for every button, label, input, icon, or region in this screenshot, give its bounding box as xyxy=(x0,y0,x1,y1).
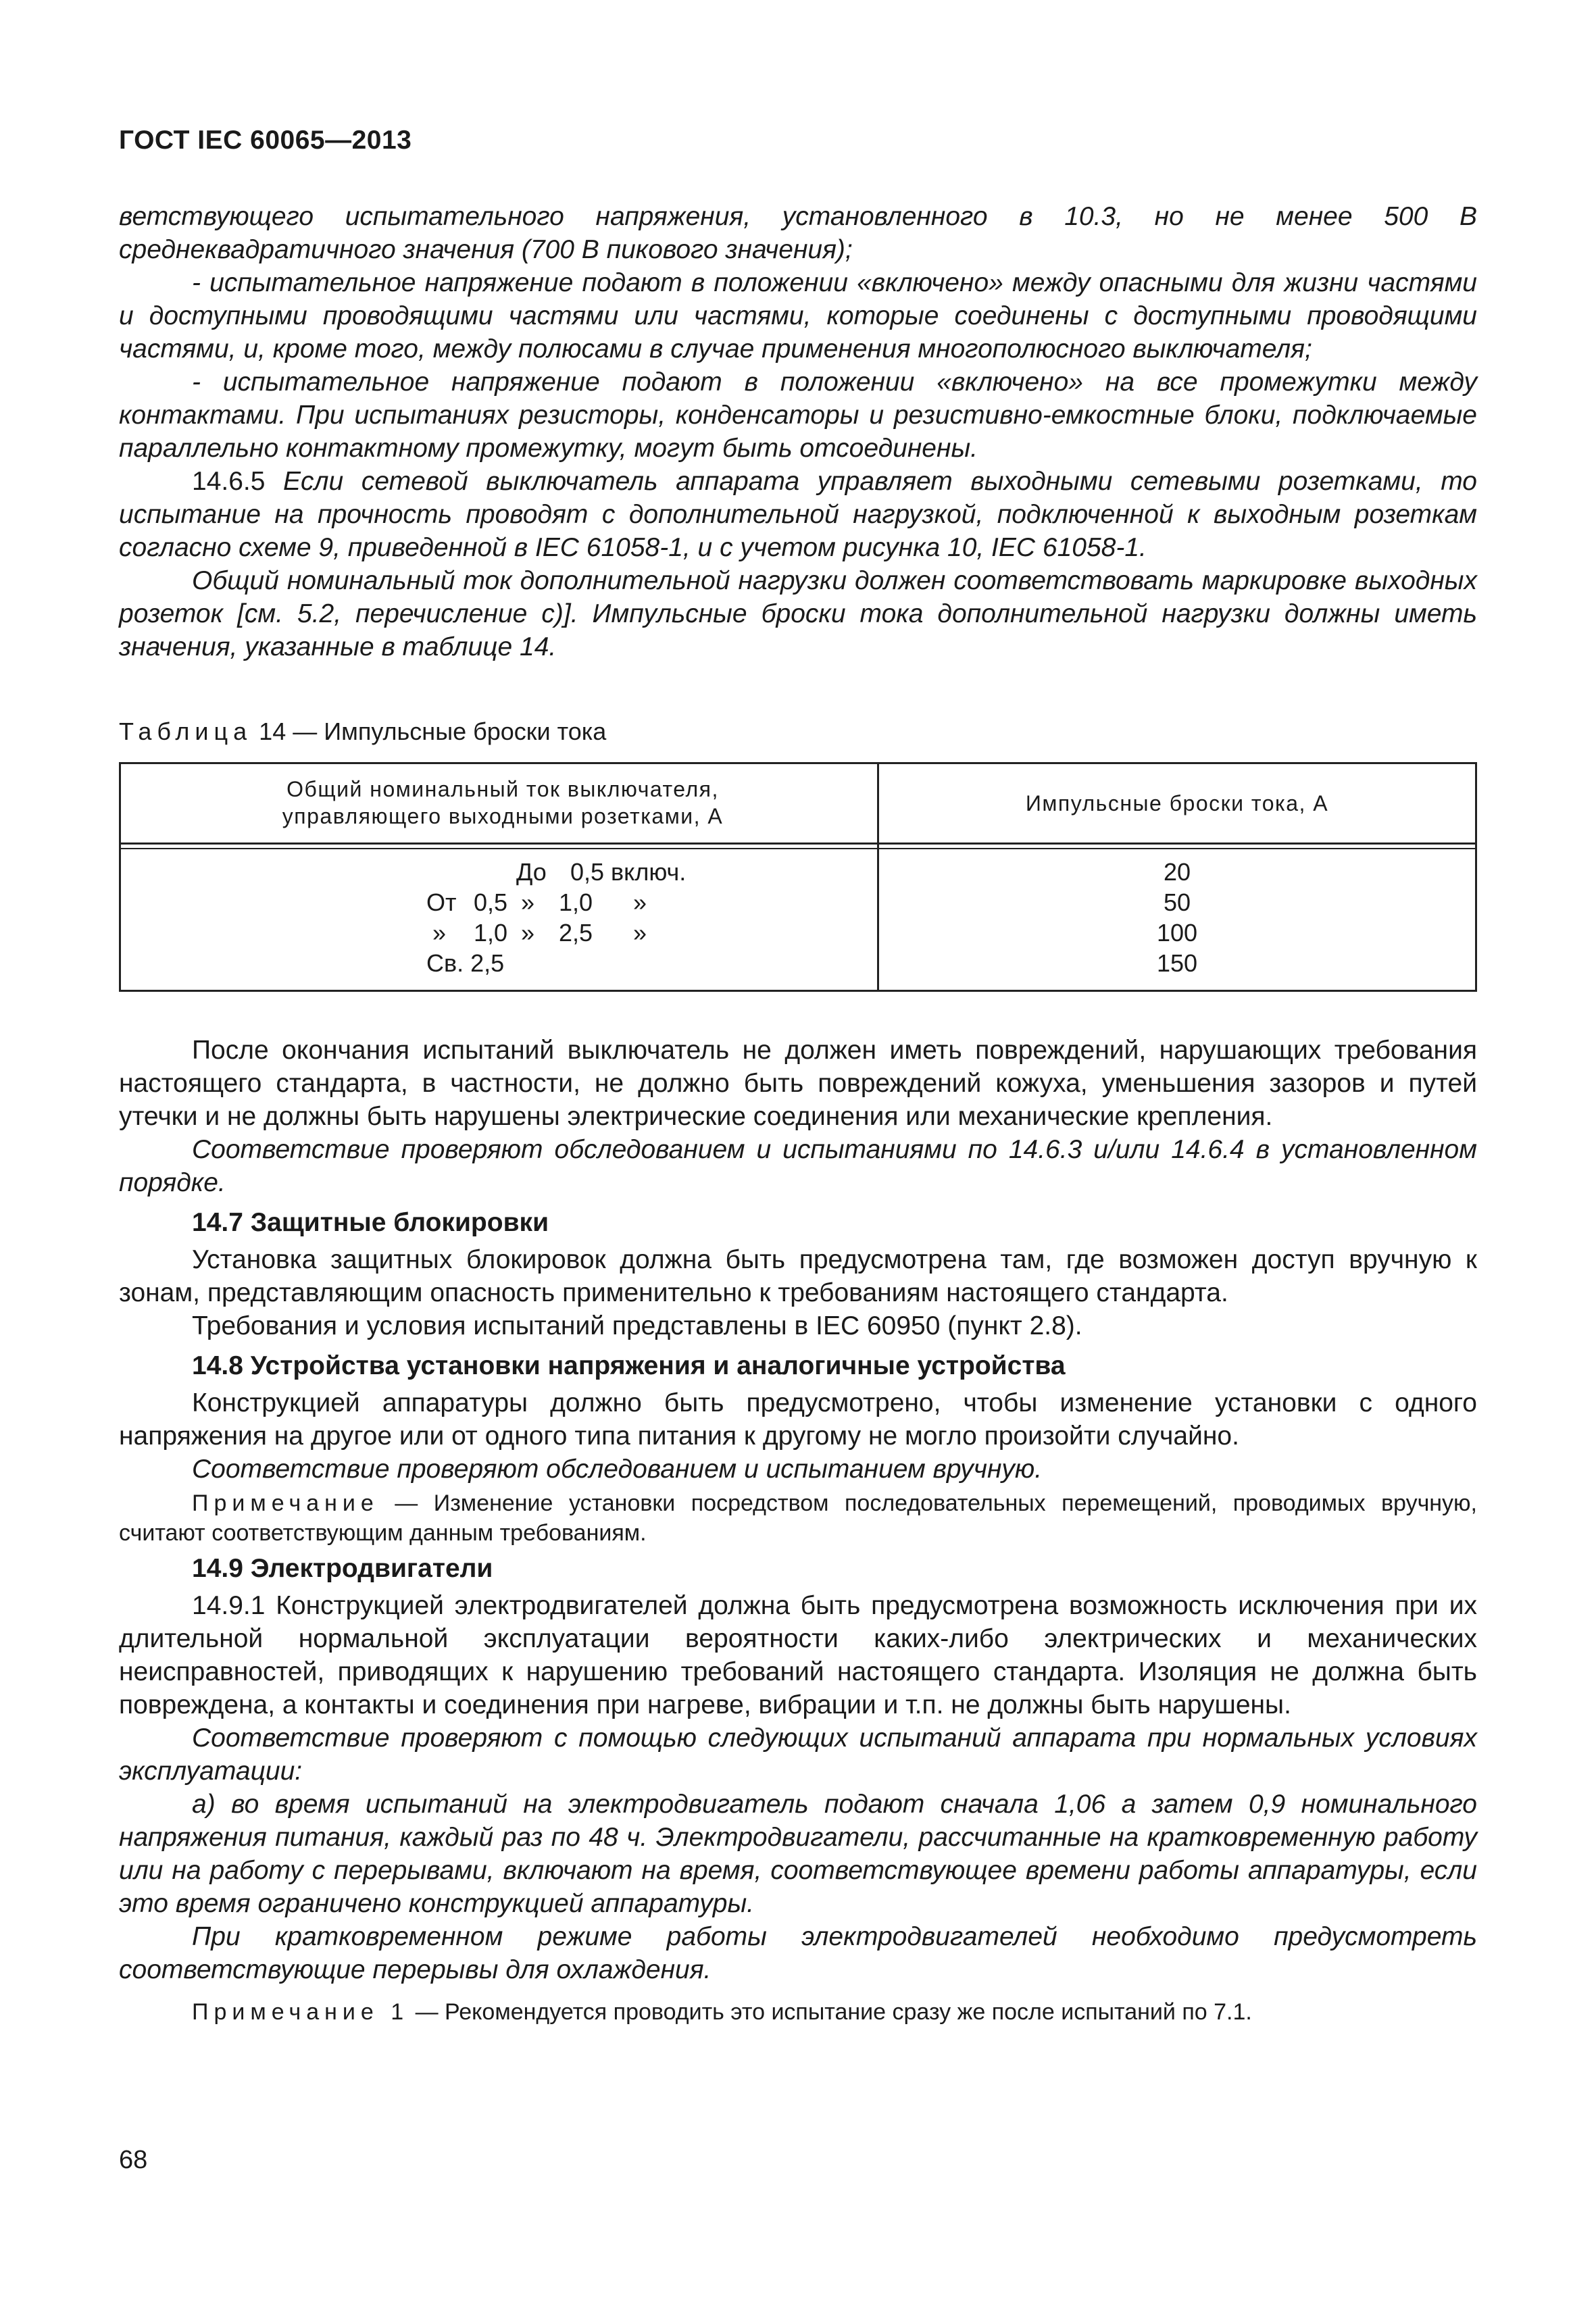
paragraph-1465 xyxy=(119,465,1477,564)
table-cell-r3-b: 1,0 » xyxy=(474,919,535,947)
paragraph-14-9-1: 14.9.1 Конструкцией электродвигателей должна быть предусмотрена возможность исключения при их длительной нормальной эксплуатации вероятности каких-либо электрических и механических неисправностей, приводящих к нарушению требований настоящего стандарта. Изоляция не должна быть повреждена, а контакты и соединения при нагреве, вибрации и т.п. не должны быть нарушены. xyxy=(119,1591,1477,1719)
note-1 xyxy=(119,1997,1477,2027)
paragraph-14-7-2: Требования и условия испытаний представлены в IEC 60950 (пункт 2.8). xyxy=(192,1311,1082,1340)
paragraph-load-current: Общий номинальный ток дополнительной нагрузки должен соответствовать маркировке выходных розеток [см. 5.2, перечисление с)]. Импульсные броски тока дополнительной нагрузки должны иметь значения, указанные в таблице 14. xyxy=(119,566,1477,661)
paragraph-14-9-1-a: а) во время испытаний на электродвигатель подают сначала 1,06 а затем 0,9 номинального напряжения питания, каждый раз по 48 ч. Электродвигатели, рассчитанные на кратковременную работу или на работу с перерывами, включают на время, соответствующее времени работы аппаратуры, если это время ограничено конструкцией аппаратуры. xyxy=(119,1790,1477,1918)
top-text-block xyxy=(119,200,1477,663)
table-caption xyxy=(119,718,606,746)
bottom-text-block xyxy=(119,1034,1477,2027)
table-cell-r1-b: 0,5 включ. xyxy=(570,858,687,886)
paragraph-1465-text: Если сетевой выключатель аппарата управляет выходными сетевыми розетками, то испытание на прочность проводят с дополнительной нагрузкой, подключенной к выходным розеткам согласно схеме 9, приведенной в IEC 61058-1, и с учетом рисунка 10, IEC 61058-1. xyxy=(119,467,1477,562)
table-values-column xyxy=(879,857,1475,978)
table-cell-r3-c: 2,5 » xyxy=(559,919,647,947)
note-1-label: Примечание 1 xyxy=(192,1999,409,2025)
paragraph-dash-1: - испытательное напряжение подают в положении «включено» между опасными для жизни частями и доступными проводящими частями или частями, которые соединены с доступными проводящими частями, и, кроме того, между полюсами в случае применения многополюсного выключателя; xyxy=(119,268,1477,363)
table-cell-r1-a: До xyxy=(516,858,547,886)
table-caption-label: Таблица xyxy=(119,718,253,745)
table-cell-r2-b: 0,5 » xyxy=(474,888,535,916)
paragraph-14-8-1: Конструкцией аппаратуры должно быть предусмотрено, чтобы изменение установки с одного напряжения на другое или от одного типа питания к другому не могло произойти случайно. xyxy=(119,1388,1477,1451)
table-cell-r1-value: 20 xyxy=(1163,858,1191,886)
paragraph-14-8-2: Соответствие проверяют обследованием и испытанием вручную. xyxy=(192,1455,1043,1484)
paragraph-14-7-1: Установка защитных блокировок должна быть предусмотрена там, где возможен доступ вручную к зонам, представляющим опасность применительно к требованиям настоящего стандарта. xyxy=(119,1245,1477,1307)
heading-14-9: 14.9 Электродвигатели xyxy=(192,1554,493,1583)
table-cell-r3-value: 100 xyxy=(1156,919,1198,947)
table-header-divider-double xyxy=(121,848,1475,849)
table-header-col2: Импульсные броски тока, А xyxy=(1025,791,1329,815)
note-14-8 xyxy=(119,1488,1477,1548)
table-cell-r2-c: 1,0 » xyxy=(559,888,647,916)
paragraph-14-9-1-b: При кратковременном режиме работы электродвигателей необходимо предусмотреть соответствующие перерывы для охлаждения. xyxy=(119,1922,1477,1984)
heading-14-7: 14.7 Защитные блокировки xyxy=(192,1208,549,1237)
table-cell-r4-a: Св. 2,5 xyxy=(426,949,505,977)
paragraph-compliance-1: Соответствие проверяют обследованием и испытаниями по 14.6.3 и/или 14.6.4 в установленном порядке. xyxy=(119,1135,1477,1197)
table-header-col1: Общий номинальный ток выключателя, управляющего выходными розетками, А xyxy=(282,777,724,828)
paragraph-14-9-1-compliance: Соответствие проверяют с помощью следующих испытаний аппарата при нормальных условиях эксплуатации: xyxy=(119,1724,1477,1786)
clause-number-1465: 14.6.5 xyxy=(192,467,266,496)
table-caption-text: 14 — Импульсные броски тока xyxy=(259,718,607,745)
table-cell-r2-value: 50 xyxy=(1163,888,1191,916)
heading-14-8: 14.8 Устройства установки напряжения и аналогичные устройства xyxy=(192,1351,1066,1380)
table-cell-r2-a: От xyxy=(426,888,457,916)
table-cell-r3-a: » xyxy=(432,919,447,947)
page-number: 68 xyxy=(119,2146,148,2174)
note-1-text: — Рекомендуется проводить это испытание сразу же после испытаний по 7.1. xyxy=(415,1999,1252,2025)
paragraph-continuation: ветствующего испытательного напряжения, установленного в 10.3, но не менее 500 В среднеквадратичного значения (700 В пикового значения); xyxy=(119,202,1477,264)
table-header-divider xyxy=(121,842,1475,845)
document-header: ГОСТ IEC 60065—2013 xyxy=(119,126,412,155)
paragraph-after-table: После окончания испытаний выключатель не должен иметь повреждений, нарушающих требования настоящего стандарта, в частности, не должно быть повреждений кожуха, уменьшения зазоров и путей утечки и не должны быть нарушены электрические соединения или механические крепления. xyxy=(119,1036,1477,1131)
note-text: — Изменение установки посредством последовательных перемещений, проводимых вручную, считают соответствующим данным требованиям. xyxy=(119,1490,1478,1546)
inrush-current-table xyxy=(119,762,1477,992)
table-cell-r4-value: 150 xyxy=(1156,949,1198,977)
paragraph-dash-2: - испытательное напряжение подают в положении «включено» на все промежутки между контактами. При испытаниях резисторы, конденсаторы и резистивно-емкостные блоки, подключаемые параллельно контактному промежутку, могут быть отсоединены. xyxy=(119,368,1477,463)
note-label: Примечание xyxy=(192,1490,379,1516)
